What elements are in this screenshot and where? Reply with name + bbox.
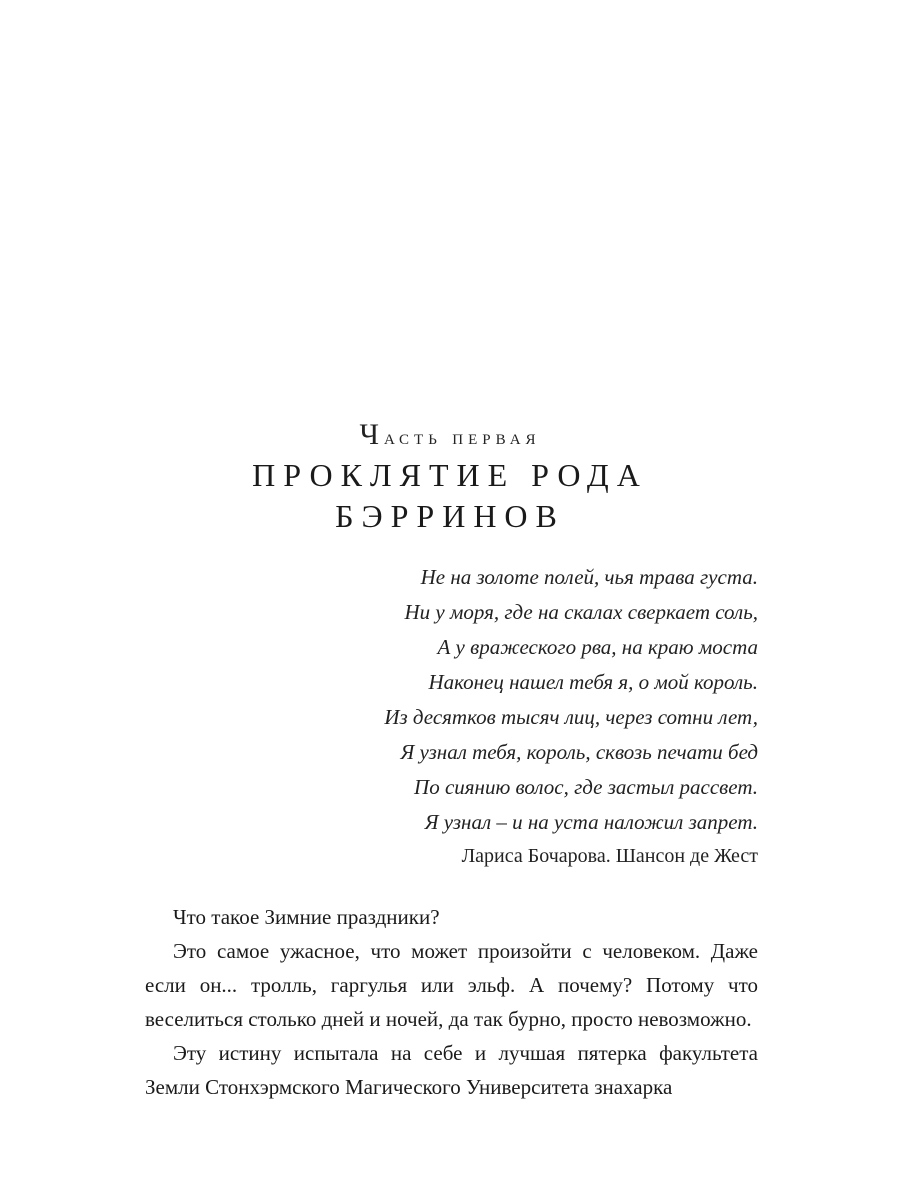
part-title-line-1: ПРОКЛЯТИЕ РОДА (252, 457, 648, 493)
epigraph-line: Не на золоте полей, чья трава густа. (420, 565, 758, 589)
paragraph: Эту истину испытала на себе и лучшая пятерка факультета Земли Стонхэрмского Магического Университета знахарка (145, 1041, 758, 1099)
epigraph-line: Я узнал тебя, король, сквозь печати бед (400, 740, 758, 764)
body-text (145, 900, 758, 1104)
part-label-initial: Ч (359, 418, 384, 451)
part-title-line-2: БЭРРИНОВ (335, 498, 565, 534)
epigraph (158, 560, 758, 840)
epigraph-attribution: Лариса Бочарова. Шансон де Жест (461, 845, 758, 867)
part-title (0, 455, 900, 537)
epigraph-line: Я узнал – и на уста наложил запрет. (424, 810, 758, 834)
paragraph: Что такое Зимние праздники? (173, 905, 440, 929)
part-label (0, 418, 900, 452)
epigraph-line: Ни у моря, где на скалах сверкает соль, (404, 600, 758, 624)
epigraph-line: По сиянию волос, где застыл рассвет. (414, 775, 758, 799)
epigraph-line: Наконец нашел тебя я, о мой король. (428, 670, 758, 694)
epigraph-line: А у вражеского рва, на краю моста (437, 635, 758, 659)
paragraph: Это самое ужасное, что может произойти с человеком. Даже если он... тролль, гаргулья или эльф. А почему? Потому что веселиться столько дней и ночей, да так бурно, просто невозможно. (145, 939, 758, 1031)
part-label-rest: асть первая (383, 424, 541, 449)
epigraph-line: Из десятков тысяч лиц, через сотни лет, (384, 705, 758, 729)
